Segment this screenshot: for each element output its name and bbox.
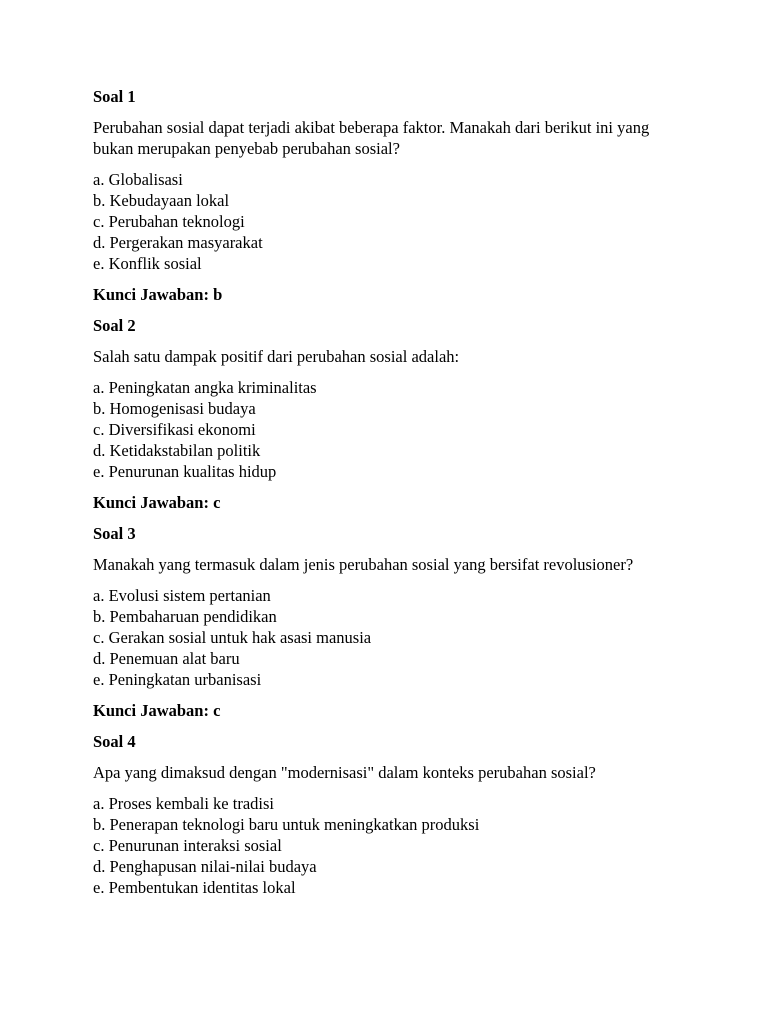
- option-item: c. Perubahan teknologi: [93, 212, 245, 231]
- question-title: Soal 3: [93, 524, 136, 543]
- option-item: e. Pembentukan identitas lokal: [93, 878, 296, 897]
- option-item: b. Homogenisasi budaya: [93, 399, 256, 418]
- document-page: [93, 86, 683, 908]
- option-item: c. Penurunan interaksi sosial: [93, 836, 282, 855]
- question-title: Soal 4: [93, 732, 136, 751]
- option-item: c. Gerakan sosial untuk hak asasi manusia: [93, 628, 372, 647]
- option-list: [93, 377, 683, 482]
- question-text: Apa yang dimaksud dengan "modernisasi" dalam konteks perubahan sosial?: [93, 763, 596, 782]
- option-item: e. Peningkatan urbanisasi: [93, 670, 262, 689]
- question-title: Soal 2: [93, 316, 136, 335]
- option-item: d. Pergerakan masyarakat: [93, 233, 263, 252]
- option-item: a. Proses kembali ke tradisi: [93, 794, 275, 813]
- option-item: d. Ketidakstabilan politik: [93, 441, 261, 460]
- answer-key: Kunci Jawaban: c: [93, 701, 221, 720]
- question-text: Manakah yang termasuk dalam jenis perubahan sosial yang bersifat revolusioner?: [93, 555, 634, 574]
- option-item: c. Diversifikasi ekonomi: [93, 420, 256, 439]
- option-item: a. Evolusi sistem pertanian: [93, 586, 271, 605]
- question-2: [93, 315, 683, 513]
- option-item: b. Kebudayaan lokal: [93, 191, 230, 210]
- question-4: [93, 731, 683, 898]
- answer-key: Kunci Jawaban: c: [93, 493, 221, 512]
- option-list: [93, 169, 683, 274]
- option-item: b. Pembaharuan pendidikan: [93, 607, 277, 626]
- option-item: e. Konflik sosial: [93, 254, 202, 273]
- option-item: a. Globalisasi: [93, 170, 183, 189]
- question-text: Perubahan sosial dapat terjadi akibat beberapa faktor. Manakah dari berikut ini yang bukan merupakan penyebab perubahan sosial?: [93, 118, 650, 158]
- option-item: d. Penemuan alat baru: [93, 649, 240, 668]
- question-text: Salah satu dampak positif dari perubahan sosial adalah:: [93, 347, 460, 366]
- question-3: [93, 523, 683, 721]
- option-item: d. Penghapusan nilai-nilai budaya: [93, 857, 317, 876]
- option-item: b. Penerapan teknologi baru untuk meningkatkan produksi: [93, 815, 480, 834]
- option-item: e. Penurunan kualitas hidup: [93, 462, 277, 481]
- question-1: [93, 86, 683, 305]
- option-list: [93, 585, 683, 690]
- option-item: a. Peningkatan angka kriminalitas: [93, 378, 317, 397]
- option-list: [93, 793, 683, 898]
- answer-key: Kunci Jawaban: b: [93, 285, 223, 304]
- question-title: Soal 1: [93, 87, 136, 106]
